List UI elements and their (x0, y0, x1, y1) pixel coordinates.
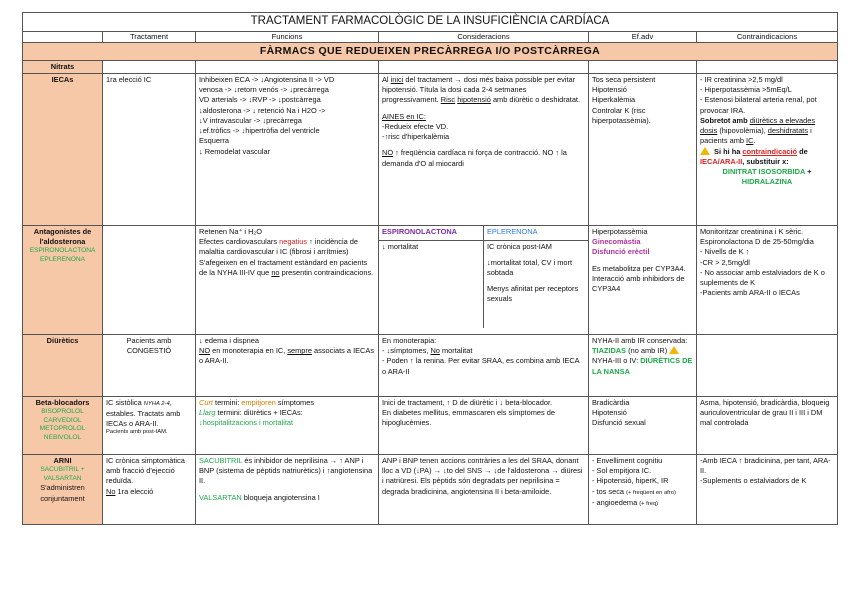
text: Beta-blocadors (35, 398, 90, 408)
esp-cell (379, 240, 484, 328)
text: - Sol empitjora IC. (592, 466, 652, 476)
text: en monoterapia en IC, (210, 346, 288, 356)
text: Efectes cardiovasculars (199, 237, 280, 247)
text: negatius (279, 237, 308, 247)
text: (+ freq) (639, 500, 659, 507)
iecas-f7: ↓ Remodelat vascular (199, 146, 271, 156)
beta-efadv (589, 397, 697, 455)
text: és inhibidor de neprilisina → ↑ ANP i BNP (sistema de pèptids natriurètics) i ↑angiotensina II. (199, 456, 373, 486)
iecas-f1: venosa -> ↓retorn venós -> ↓precàrrega (199, 85, 329, 95)
epl-cell (484, 240, 589, 328)
text: En diabetes mellitus, emmascaren els símptomes de hipoglucèmies. (382, 408, 555, 428)
text: 1ra elecció (115, 486, 154, 496)
antagonistes-contra (697, 226, 838, 335)
text: EPLERENONA (487, 227, 538, 237)
text: IC crònica simptomàtica amb fracció d'ejecció reduïda. (106, 456, 185, 486)
text: Hiperpotassèmia (592, 227, 648, 237)
text: Es metabolitza per CYP3A4. Interacció amb inhibidors de CYP3A4 (592, 263, 686, 294)
arni-consideracions: ANP i BNP tenen accions contràries a les del SRAA, donant lloc a VD (↓PA) → ↓to del SNS → ↓de l'aldosterona → diüresi i natriüresi. Els pèptids són degradats per neprilisina = degrada bradicinina, angiotensina II i beta-amiloide. (379, 455, 589, 525)
contra-item: - Estenosi bilateral arteria renal, pot provocar IRA. (700, 95, 817, 115)
text: Curt (199, 398, 213, 408)
ant-f3 (199, 258, 375, 278)
arni-f2 (199, 493, 375, 503)
arni-funcions (196, 455, 379, 525)
page-title: TRACTAMENT FARMACOLÒGIC DE LA INSUFICIÈNCIA CARDÍACA (23, 13, 838, 32)
iecas-f2: VD arterials -> ↓RVP -> ↓postcàrrega (199, 95, 321, 105)
beta-contra: Asma, hipotensió, bradicàrdia, bloqueig auriculoventricular de grau II i III i DM mal controlada (697, 397, 838, 455)
iecas-funcions (196, 74, 379, 226)
text: - Hipotensió, hiperK, IR (592, 476, 669, 486)
iecas-contra-sob (700, 116, 834, 147)
header-empty (23, 31, 103, 42)
text: amb diürètic o deshidratat. (490, 95, 581, 105)
diuretics-efadv (589, 335, 697, 397)
text: (no amb IR) (626, 346, 668, 356)
inner-table (379, 226, 588, 328)
text: IC sistòlica (106, 398, 144, 408)
text: Disfunció sexual (592, 418, 646, 428)
text: termini: diürètics + IECAs: (215, 408, 303, 418)
text: DINITRAT ISOSORBIDA (722, 167, 806, 176)
text: Inici de tractament, ↑ D de diürètic i ↓ beta-blocador. (382, 398, 553, 408)
row-diuretics (23, 335, 838, 397)
diuretics-consideracions (379, 335, 589, 397)
beta-consideracions (379, 397, 589, 455)
text: Ginecomàstia (592, 237, 641, 247)
text: inici (390, 75, 404, 85)
iecas-contra-subst (700, 167, 834, 187)
label-beta (23, 397, 103, 455)
text: del tractament → dosi més baixa possible per evitar hipotensió. Títula la dosi cada 2-4 setmanes progressivament. (382, 75, 576, 105)
text: ARNI (53, 456, 72, 466)
cell-empty (697, 60, 838, 73)
text: CARVEDIOL (43, 416, 82, 424)
text: Menys afinitat per receptors sexuals (487, 284, 579, 304)
text: ↓hospitalitzacions i mortalitat (199, 418, 294, 428)
text: NEBIVOLOL (43, 433, 82, 441)
header-consideracions: Consideracions (379, 31, 589, 42)
cell-empty (103, 226, 196, 335)
iecas-cons-no (382, 148, 585, 168)
text: S'administren conjuntament (40, 483, 85, 503)
iecas-contra-si (700, 147, 834, 167)
row-beta (23, 397, 838, 455)
header-efadv: Ef.adv (589, 31, 697, 42)
cell-empty (589, 60, 697, 73)
text: EPLERENONA (39, 256, 86, 264)
label-antagonistes (23, 226, 103, 335)
text: Sobretot amb (700, 115, 750, 125)
label-arni (23, 455, 103, 525)
text: Antagonistes de l'aldosterona (33, 227, 92, 247)
text: ↓ edema i dispnea (199, 336, 259, 346)
beta-f1 (199, 398, 375, 408)
header-contraindicacions: Contraindicacions (697, 31, 838, 42)
text: ↓ mortalitat (382, 241, 419, 251)
text: deshidratats (767, 126, 809, 136)
dir-e1 (592, 336, 693, 356)
text: - Nivells de K ↑ (700, 247, 750, 257)
text: , estables. Tractats amb IECAs o ARA-II. (106, 398, 181, 429)
text: (+ freqüent en afro) (626, 489, 676, 496)
treatment-sheet (22, 12, 837, 525)
text: sempre (287, 346, 312, 356)
text: empitjoren (241, 398, 276, 408)
arni-f1 (199, 456, 375, 487)
text: + (805, 167, 812, 176)
iecas-aines-1: -Redueix efecte VD. (382, 121, 449, 131)
diuretics-funcions (196, 335, 379, 397)
text: Al (382, 75, 391, 85)
beta-tractament (103, 397, 196, 455)
text: -Suplements o estalviadors de K (700, 476, 807, 486)
text: ↓mortalitat total, CV i mort sobtada (487, 257, 573, 277)
text: -Pacients amb ARA-II o IECAs (700, 288, 800, 298)
arni-contra (697, 455, 838, 525)
text: - ↓símptomes, (382, 346, 431, 356)
text: associats a IECAs o ARA-II. (199, 346, 375, 366)
beta-funcions (196, 397, 379, 455)
iecas-consideracions (379, 74, 589, 226)
text: ↑ incidència de malaltia cardiovascular i IC (fibrosi i arrítmies) (199, 237, 359, 257)
text: No (430, 346, 440, 356)
text: IECA/ARA-II (700, 156, 743, 166)
text: termini: (212, 398, 242, 408)
text: Si hi ha (712, 146, 743, 156)
cell-empty (103, 60, 196, 73)
text: símptomes (275, 398, 315, 408)
text: Bradicàrdia (592, 398, 630, 408)
text: VALSARTAN (199, 492, 242, 502)
dir-e2 (592, 356, 693, 376)
text: S'afegeixen en el tractament estàndard en pacients de la NYHA III-IV que (199, 257, 368, 277)
dir-f2 (199, 346, 375, 366)
iecas-contra (697, 74, 838, 226)
section-title: FÀRMACS QUE REDUEIXEN PRECÀRREGA I/O POSTCÀRREGA (23, 43, 838, 60)
arni-efadv (589, 455, 697, 525)
text: Pacients amb post-IAM. (106, 429, 168, 436)
row-iecas (23, 74, 838, 226)
text: hipotensió (457, 95, 491, 105)
iecas-f5: ↓ef.tròfics -> ↓hipertròfia del ventricle (199, 126, 320, 136)
text: diürètics a elevades dosis (700, 115, 816, 136)
text: Espironolactona D de 25-50mg/dia (700, 237, 814, 247)
row-antagonistes (23, 226, 838, 335)
arni-e4 (592, 487, 693, 498)
treatment-table (22, 12, 838, 525)
beta-f2 (199, 408, 375, 418)
text: DIÜRÈTICS DE LA NANSA (592, 356, 693, 376)
cell-empty (196, 60, 379, 73)
text: METOPROLOL (39, 425, 86, 433)
arni-t2 (106, 487, 192, 497)
efadv-item: Hipotensió (592, 85, 627, 95)
text: - Poden ↑ la renina. Per evitar SRAA, es combina amb IECA o ARA-II (382, 356, 580, 376)
row-nitrats (23, 60, 838, 73)
dir-c2 (382, 346, 585, 356)
text: NYHA 2-4 (143, 401, 170, 408)
text: SACUBITRIL + VALSARTAN (40, 466, 85, 482)
contra-item: - IR creatinina >2,5 mg/dl (700, 75, 783, 85)
iecas-cons-p1 (382, 75, 585, 106)
beta-t1 (106, 398, 192, 429)
text: de (797, 146, 808, 156)
col-esp (379, 226, 484, 240)
warning-icon (700, 147, 710, 155)
arni-e5 (592, 498, 693, 509)
text: Hipotensió (592, 408, 627, 418)
text: Retenen Na⁺ i H₂O (199, 227, 263, 237)
text: - No associar amb estalviadors de K o suplements de K (700, 267, 825, 288)
text: ↑ freqüència cardíaca ni força de contracció. NO ↑ la demanda d'O al miocardi (382, 148, 567, 168)
iecas-aines-2: -↑risc d'hiperkalèmia (382, 132, 450, 142)
text: IC (746, 136, 754, 146)
text: -Amb IECA ↑ bradicinina, per tant, ARA-II. (700, 456, 831, 476)
cell-empty (379, 60, 589, 73)
text: Llarg (199, 408, 216, 418)
text: Risc (440, 95, 456, 105)
text: , substituir x: (742, 156, 789, 166)
text: -CR > 2,5mg/dl (700, 257, 750, 267)
row-arni (23, 455, 838, 525)
iecas-f3: ↓aldosterona -> ↓ retenció Na i H2O -> (199, 105, 326, 115)
contra-item: - Hiperpotassèmia >5mEq/L (700, 85, 792, 95)
antagonistes-efadv (589, 226, 697, 335)
label-iecas: IECAs (23, 74, 103, 226)
header-funcions: Funcions (196, 31, 379, 42)
iecas-f0: Inhibeixen ECA -> ↓Angiotensina II -> VD (199, 75, 335, 85)
efadv-item: Controlar K (risc hiperpotassèmia). (592, 105, 651, 125)
text: no (271, 267, 280, 277)
cell-empty (697, 335, 838, 397)
antagonistes-consideracions (379, 226, 589, 335)
text: i pacients amb (700, 126, 812, 146)
diuretics-tractament: Pacients amb CONGESTIÓ (103, 335, 196, 397)
label-nitrats: Nitrats (23, 60, 103, 73)
iecas-f4: ↓V intravascular -> ↓precàrrega (199, 115, 302, 125)
text: BISOPROLOL (41, 408, 84, 416)
text: SACUBITRIL (199, 456, 243, 466)
col-epl (484, 226, 589, 240)
text: . (753, 136, 756, 146)
antagonistes-funcions (196, 226, 379, 335)
text: - Envelliment cognitiu (592, 456, 663, 466)
label-diuretics: Diürètics (23, 335, 103, 397)
iecas-aines-title: AINES en IC: (382, 111, 426, 121)
text: NYHA-III o IV: (592, 356, 641, 366)
text: NYHA-II amb IR conservada: (592, 336, 688, 346)
text: NO (199, 346, 211, 356)
text: Disfunció erèctil (592, 247, 650, 257)
arni-tractament (103, 455, 196, 525)
text: ESPIRONOLACTONA (29, 247, 96, 255)
text: bloqueja angiotensina I (241, 492, 320, 502)
header-tractament: Tractament (103, 31, 196, 42)
text: HIDRALAZINA (741, 177, 793, 187)
text: TIAZIDAS (592, 346, 627, 356)
ant-f2 (199, 237, 375, 257)
efadv-item: Hiperkalèmia (592, 95, 636, 105)
text: IC crònica post-IAM (487, 241, 552, 251)
iecas-tractament: 1ra elecció IC (103, 74, 196, 226)
iecas-efadv (589, 74, 697, 226)
text: (hipovolèmia), (717, 126, 768, 136)
text: ESPIRONOLACTONA (382, 227, 458, 237)
text: No (106, 486, 116, 496)
warning-icon (669, 346, 679, 354)
text: mortalitat (439, 346, 473, 356)
text: En monoterapia: (382, 336, 437, 346)
text: NO (382, 148, 394, 158)
iecas-f6: Esquerra (199, 136, 229, 146)
text: Monitoritzar creatinina i K sèric. (700, 227, 804, 237)
efadv-item: Tos seca persistent (592, 75, 656, 85)
text: contraindicació (742, 146, 798, 156)
text: - angioedema (592, 497, 640, 507)
text: presentin contraindicacions. (279, 267, 374, 277)
text: - tos seca (592, 486, 627, 496)
